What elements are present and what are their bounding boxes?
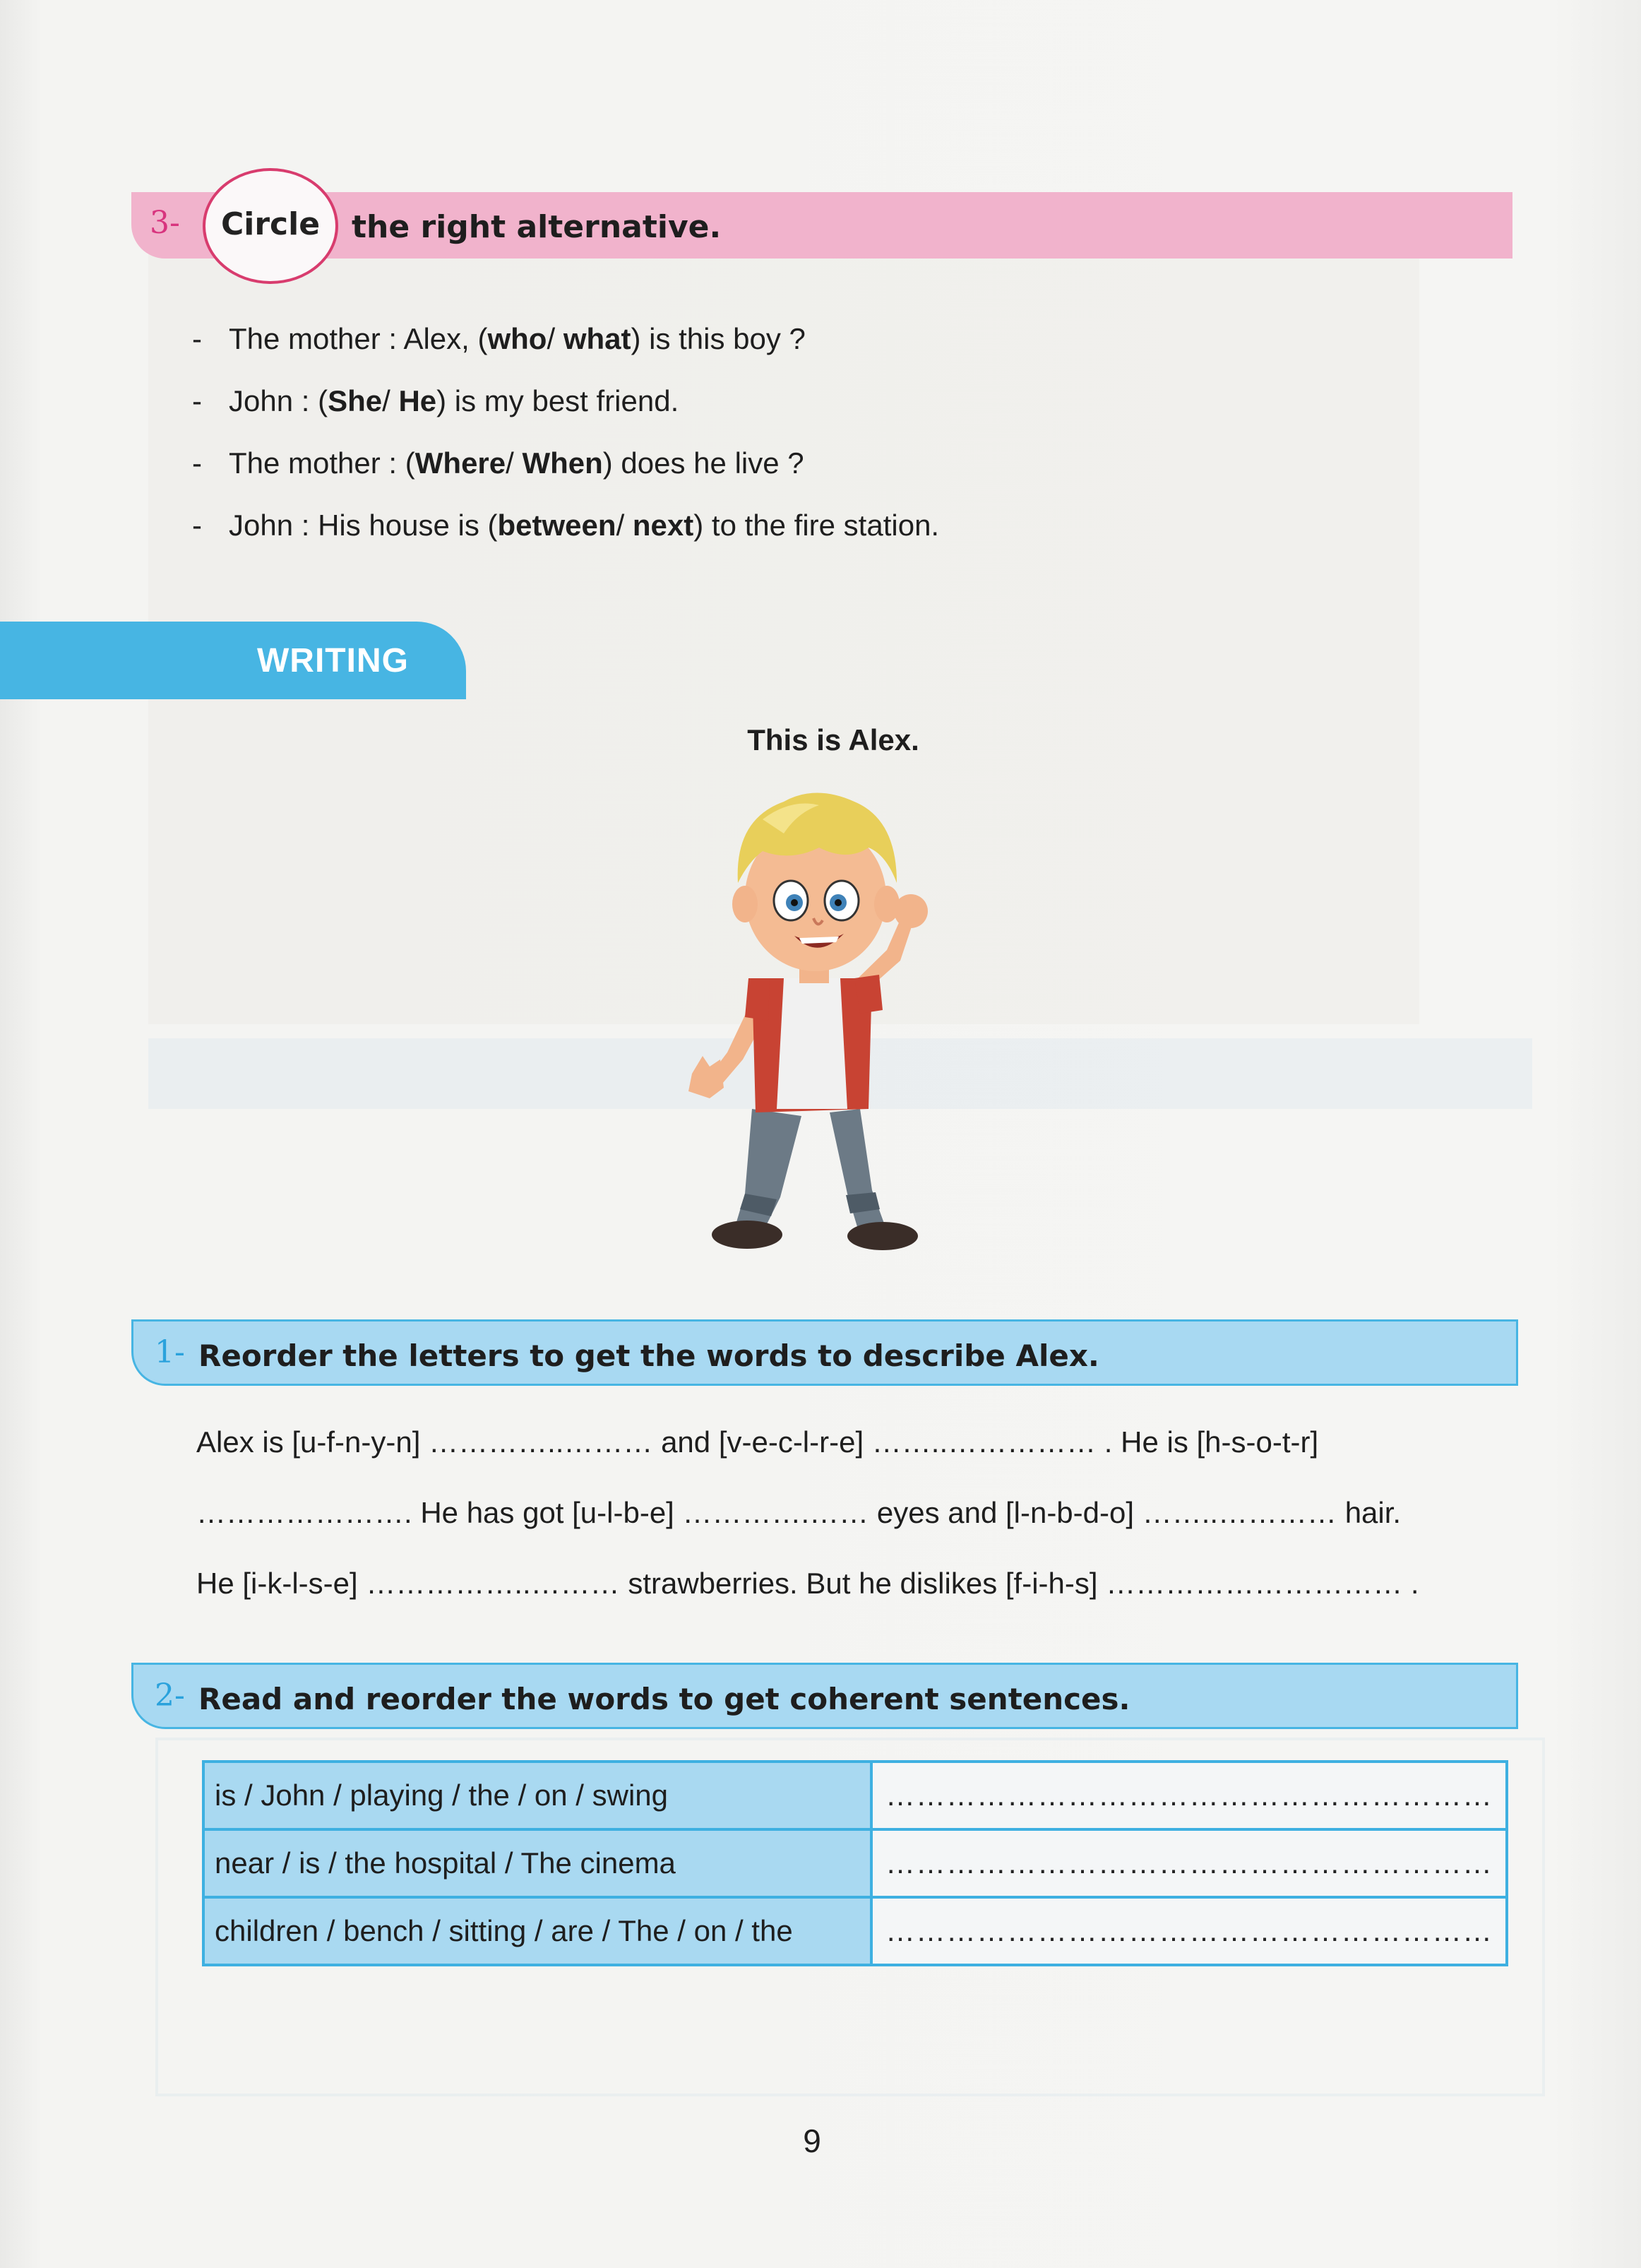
circle-instruction-badge: Circle bbox=[203, 168, 338, 284]
exercise-3-banner bbox=[131, 192, 1512, 259]
list-item: - The mother : Alex, (who/ what) is this boy ? bbox=[192, 322, 806, 355]
reorder-words-table bbox=[202, 1760, 1508, 1966]
reorder-letters-paragraph bbox=[196, 1407, 1419, 1619]
exercise-1-title: Reorder the letters to get the words to describe Alex. bbox=[198, 1338, 1099, 1373]
table-row bbox=[203, 1762, 1507, 1829]
section-label: WRITING bbox=[257, 641, 409, 679]
exercise-2-banner bbox=[131, 1663, 1518, 1729]
paragraph-line: …………………. He has got [u-l-b-e] ………….…… eyes and [l-n-b-d-o] ……..………… hair. bbox=[196, 1496, 1402, 1529]
answer-blank[interactable]: …………………………………………………… bbox=[871, 1897, 1507, 1965]
list-item: - The mother : (Where/ When) does he live ? bbox=[192, 446, 804, 480]
exercise-1-banner bbox=[131, 1319, 1518, 1386]
boy-illustration bbox=[678, 777, 960, 1257]
page-number: 9 bbox=[803, 2122, 821, 2159]
table-row bbox=[203, 1897, 1507, 1965]
paragraph-line: Alex is [u-f-n-y-n] …………..……… and [v-e-c-l-r-e] ……..…………… . He is [h-s-o-t-r] bbox=[196, 1425, 1319, 1459]
exercise-3-number: 3- bbox=[150, 205, 180, 241]
answer-blank[interactable]: …………………………………………………… bbox=[871, 1762, 1507, 1829]
exercise-1-number: 1- bbox=[155, 1334, 185, 1370]
answer-blank[interactable]: …………………………………………………… bbox=[871, 1829, 1507, 1897]
exercise-2-number: 2- bbox=[155, 1678, 185, 1714]
table-row bbox=[203, 1829, 1507, 1897]
list-item: - John : His house is (between/ next) to the fire station. bbox=[192, 509, 940, 542]
writing-section-tab bbox=[0, 622, 466, 699]
picture-caption: This is Alex. bbox=[747, 723, 919, 756]
exercise-2-title: Read and reorder the words to get coherent sentences. bbox=[198, 1682, 1130, 1716]
scrambled-words-cell: is / John / playing / the / on / swing bbox=[203, 1762, 871, 1829]
scrambled-words-cell: near / is / the hospital / The cinema bbox=[203, 1829, 871, 1897]
paragraph-line: He [i-k-l-s-e] ……………..……… strawberries. But he dislikes [f-i-h-s] ………………………… . bbox=[196, 1567, 1419, 1600]
exercise-3-title: the right alternative. bbox=[352, 209, 722, 245]
scrambled-words-cell: children / bench / sitting / are / The / on / the bbox=[203, 1897, 871, 1965]
alternatives-list bbox=[192, 308, 939, 557]
list-item: - John : (She/ He) is my best friend. bbox=[192, 384, 679, 417]
